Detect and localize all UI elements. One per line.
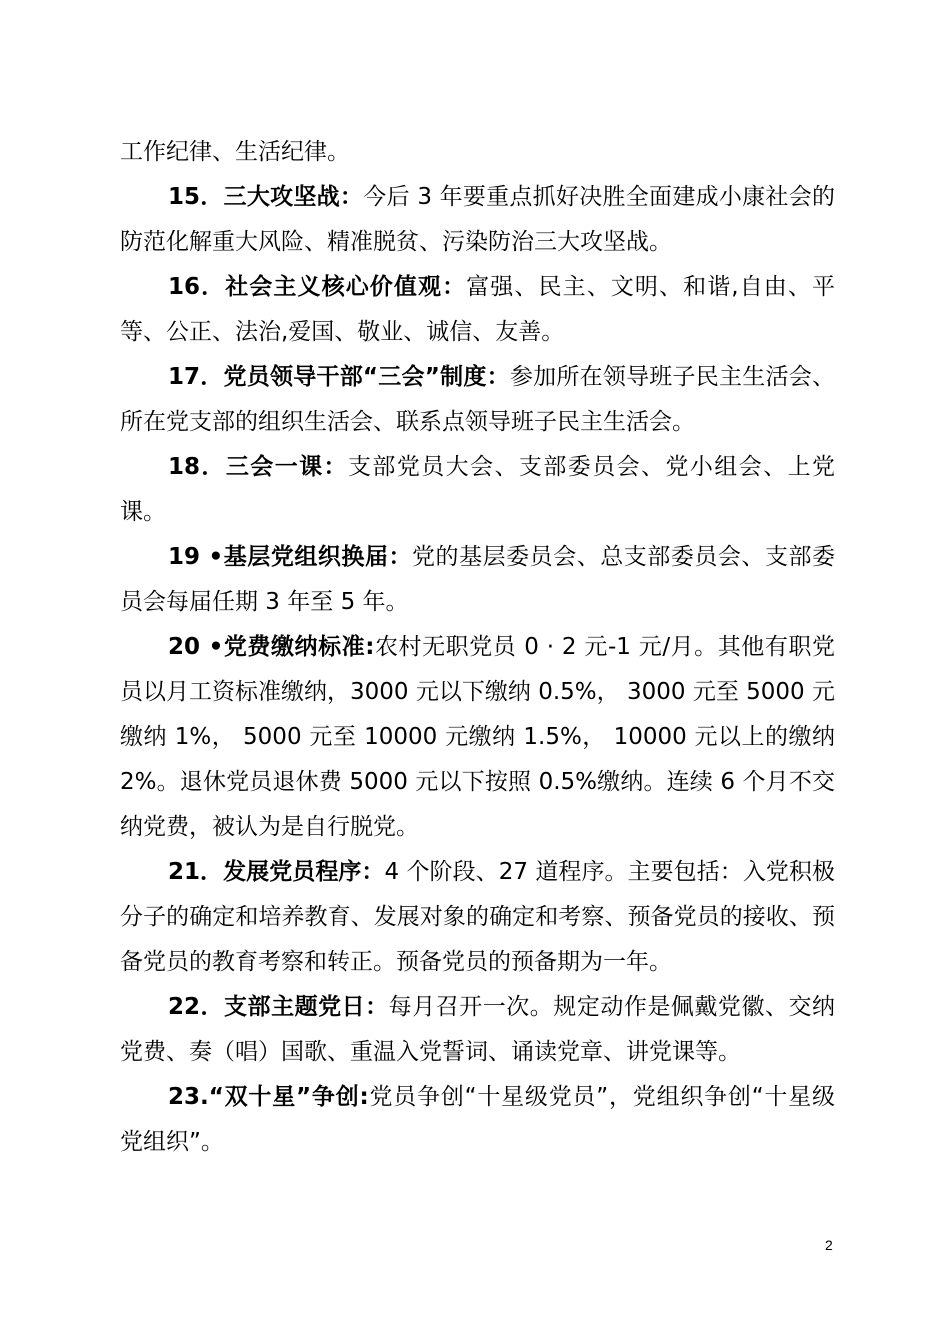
document-body (120, 130, 835, 1165)
item-19 (120, 535, 835, 625)
item-18 (120, 445, 835, 535)
continuation-paragraph: 工作纪律、生活纪律。 (120, 139, 350, 165)
item-term: 16．社会主义核心价值观： (168, 274, 467, 300)
item-term: 18．三会一课： (168, 454, 348, 480)
page-number: 2 (825, 1237, 833, 1253)
item-text: 党员争创“十星级党员”，党组织争创“十星级党组织”。 (120, 1084, 835, 1155)
item-text: 4 个阶段、27 道程序。主要包括：入党积极分子的确定和培养教育、发展对象的确定和考察、预备党员的接收、预备党员的教育考察和转正。预备党员的预备期为一年。 (120, 859, 835, 975)
item-16 (120, 265, 835, 355)
item-text: 今后 3 年要重点抓好决胜全面建成小康社会的防范化解重大风险、精准脱贫、污染防治三大攻坚战。 (120, 184, 835, 255)
item-term: 17．党员领导干部“三会”制度： (168, 364, 510, 390)
item-text: 支部党员大会、支部委员会、党小组会、上党课。 (120, 454, 835, 525)
item-term: 15．三大攻坚战： (168, 184, 364, 210)
item-term: 19 •基层党组织换届： (168, 544, 413, 570)
item-text: 每月召开一次。规定动作是佩戴党徽、交纳党费、奏（唱）国歌、重温入党誓词、诵读党章、讲党课等。 (120, 994, 835, 1065)
item-23 (120, 1075, 835, 1165)
item-term: 21．发展党员程序： (168, 859, 385, 885)
item-term: 23.“双十星”争创: (168, 1084, 369, 1110)
item-21 (120, 850, 835, 985)
item-text: 富强、民主、文明、和谐,自由、平等、公正、法治,爱国、敬业、诚信、友善。 (120, 274, 835, 345)
item-term: 22．支部主题党日： (168, 994, 389, 1020)
item-term: 20 •党费缴纳标准: (168, 634, 375, 660)
item-20 (120, 625, 835, 850)
item-text: 参加所在领导班子民主生活会、所在党支部的组织生活会、联系点领导班子民主生活会。 (120, 364, 835, 435)
item-text: 党的基层委员会、总支部委员会、支部委员会每届任期 3 年至 5 年。 (120, 544, 836, 615)
item-17 (120, 355, 835, 445)
item-text: 农村无职党员 0 · 2 元-1 元/月。其他有职党员以月工资标准缴纳，3000 元以下缴纳 0.5%， 3000 元至 5000 元缴纳 1%， 5000 元至 10000 元缴纳 1.5%， 10000 元以上的缴纳 2%。退休党员退休费 5000 元以下按照 0.5%缴纳。连续 6 个月不交纳党费，被认为是自行脱党。 (120, 634, 835, 840)
item-15 (120, 175, 835, 265)
item-22 (120, 985, 835, 1075)
